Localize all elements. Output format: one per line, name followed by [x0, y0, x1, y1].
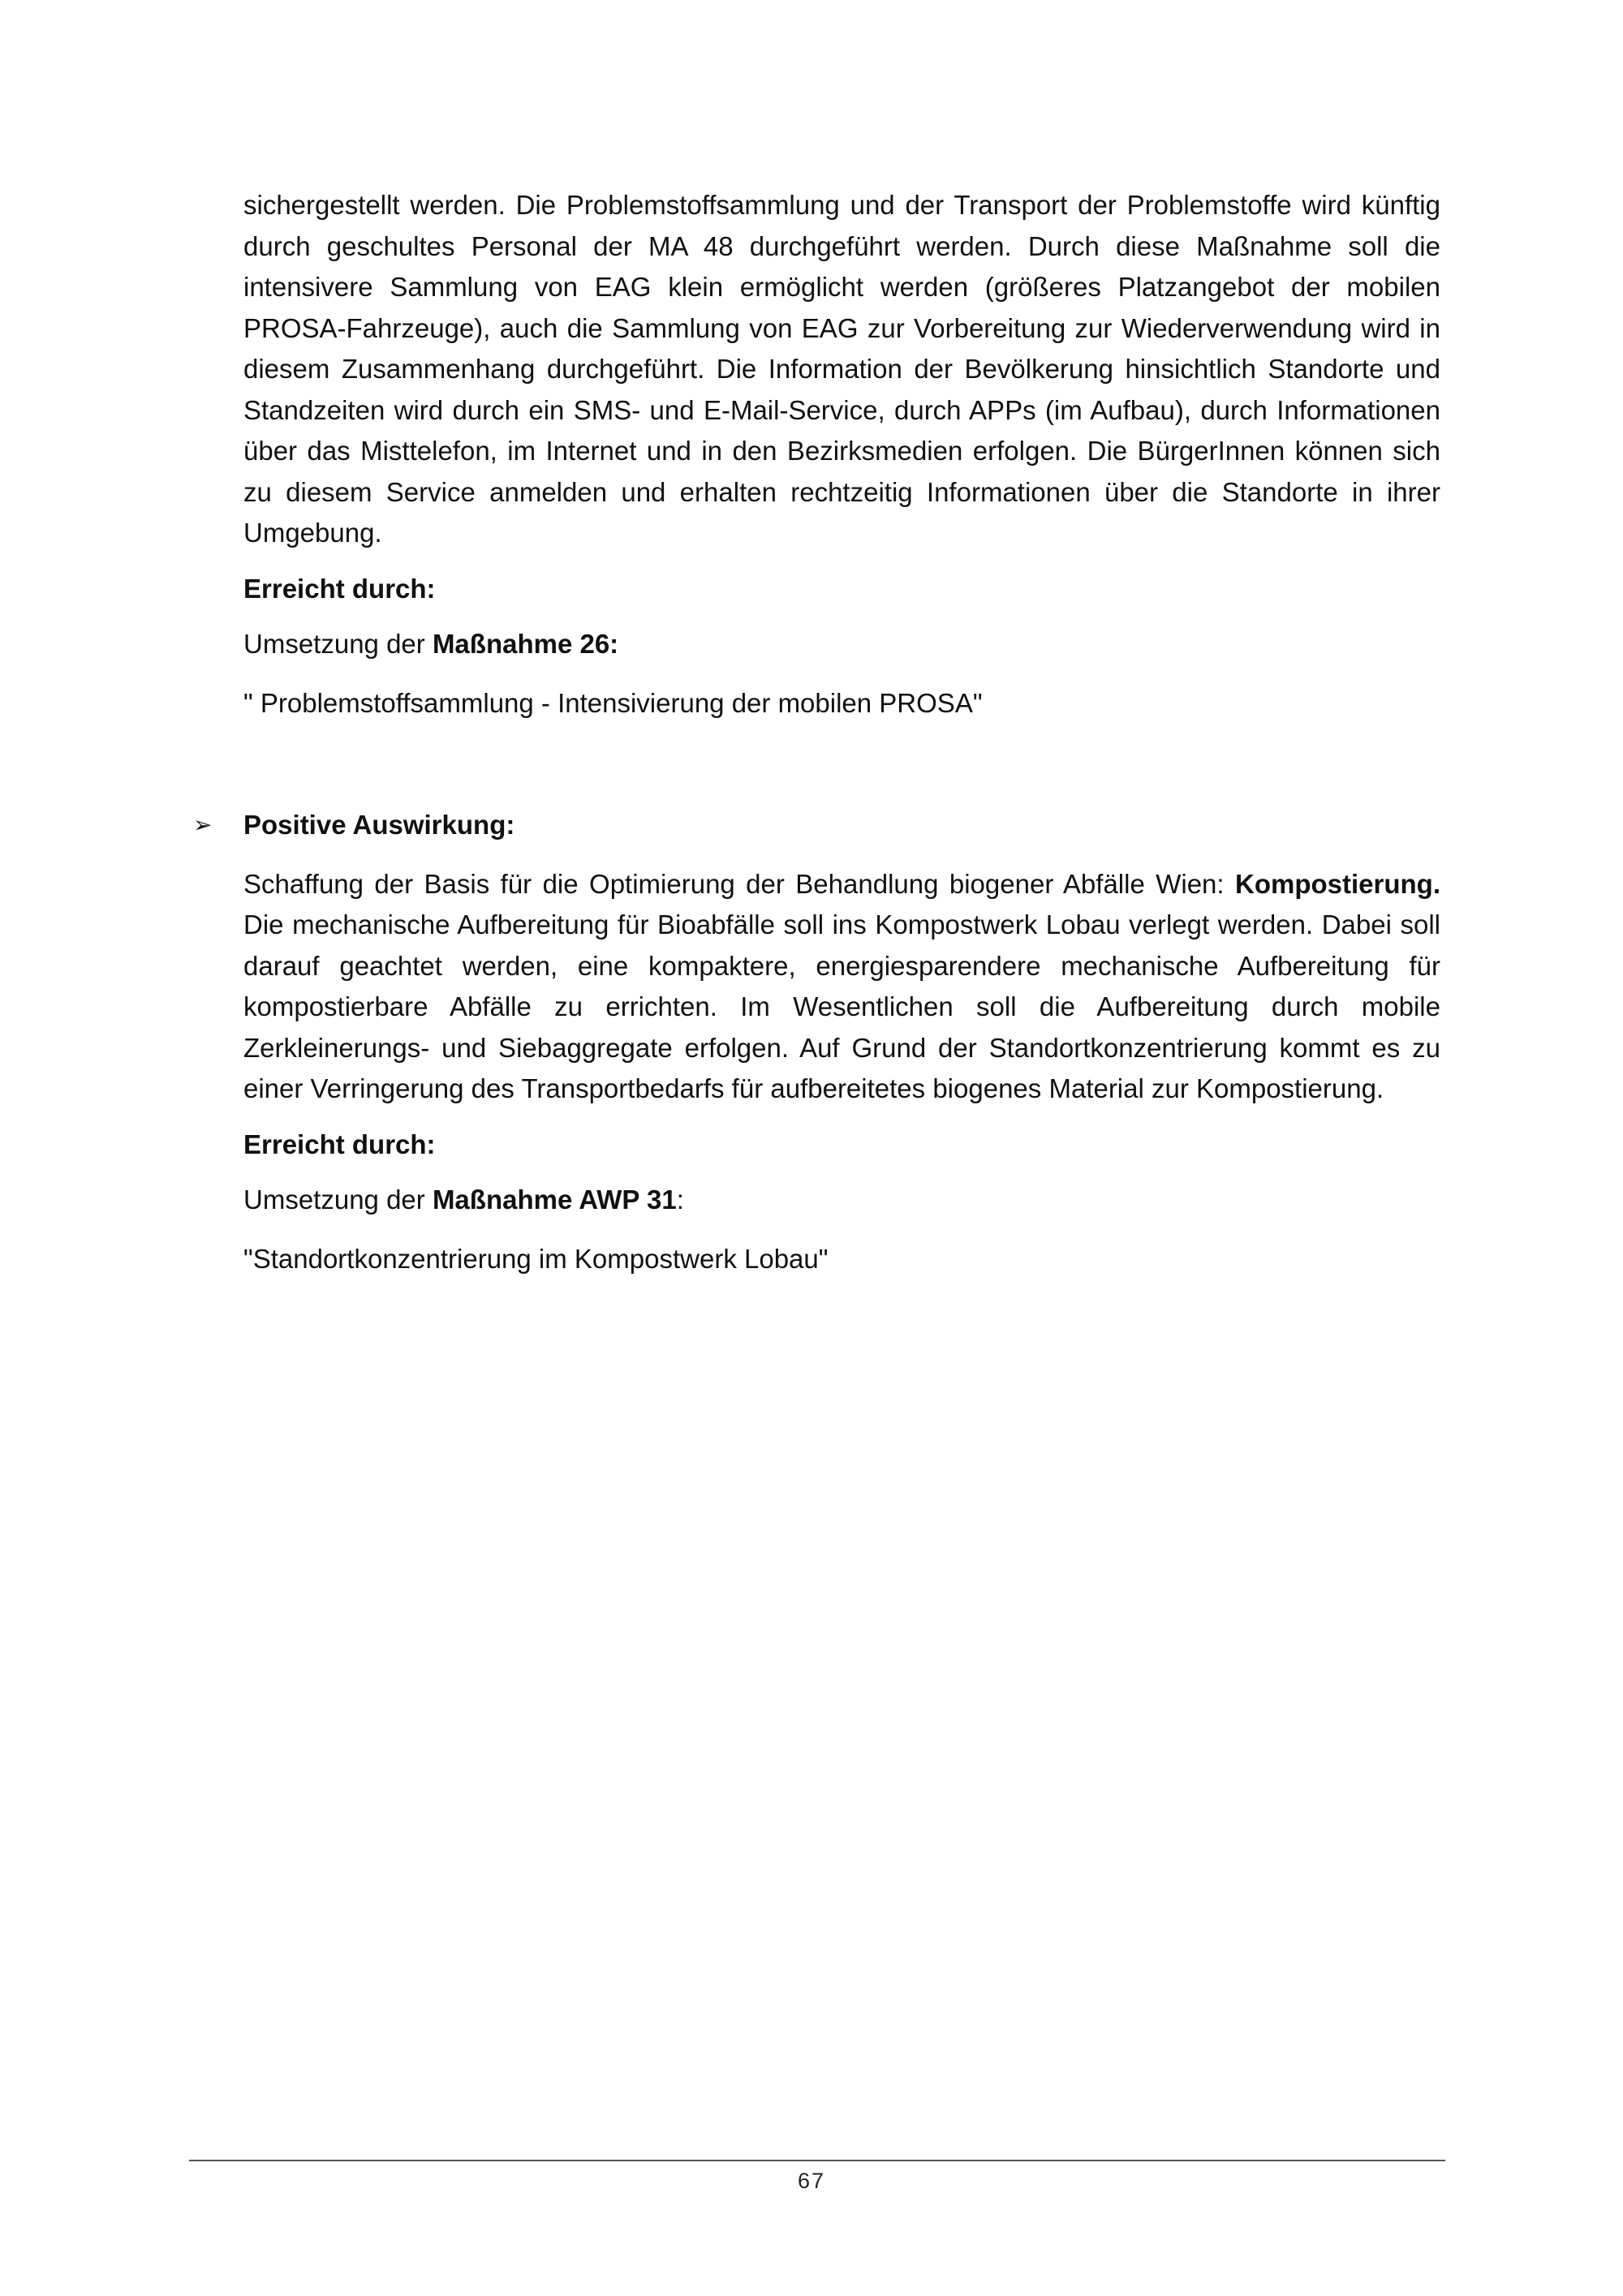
measure-reference: Maßnahme 26:: [432, 629, 619, 659]
implementation-prefix: Umsetzung der: [243, 629, 433, 659]
measure-reference: Maßnahme AWP 31: [432, 1185, 677, 1215]
paragraph-emphasis: Kompostierung.: [1235, 868, 1440, 899]
achieved-by-heading: Erreicht durch:: [243, 1129, 436, 1159]
implementation-line: [243, 624, 1440, 665]
page-content: [193, 185, 1440, 1279]
paragraph-rest: Die mechanische Aufbereitung für Bioabfälle soll ins Kompostwerk Lobau verlegt werden. Dabei soll darauf geachtet werden, eine kompaktere, energiesparendere mechanische Aufbereitung für kompostierbare Abfälle zu errichten. Im Wesentlichen soll die Aufbereitung durch mobile Zerkleinerungs- und Siebaggregate erfolgen. Auf Grund der Standortkonzentrierung kommt es zu einer Verringerung des Transportbedarfs für aufbereitetes biogenes Material zur Kompostierung.: [243, 909, 1440, 1103]
page-number: 67: [797, 2169, 826, 2193]
implementation-prefix: Umsetzung der: [243, 1185, 433, 1215]
arrow-bullet-icon: ➢: [193, 811, 213, 838]
paragraph-start: Schaffung der Basis für die Optimierung der Behandlung biogener Abfälle Wien:: [243, 868, 1235, 899]
positive-effect-heading: Positive Auswirkung:: [243, 810, 515, 840]
body-paragraph: [243, 864, 1440, 1110]
implementation-line: [243, 1180, 1440, 1221]
bullet-item-positive-effect: [193, 805, 1440, 846]
body-paragraph: sichergestellt werden. Die Problemstoffsammlung und der Transport der Problemstoffe wird künftig durch geschultes Personal der MA 48 durchgeführt werden. Durch diese Maßnahme soll die intensivere Sammlung von EAG klein ermöglicht werden (größeres Platzangebot der mobilen PROSA-Fahrzeuge), auch die Sammlung von EAG zur Vorbereitung zur Wiederverwendung wird in diesem Zusammenhang durchgeführt. Die Information der Bevölkerung hinsichtlich Standorte und Standzeiten wird durch ein SMS- und E-Mail-Service, durch APPs (im Aufbau), durch Informationen über das Misttelefon, im Internet und in den Bezirksmedien erfolgen. Die BürgerInnen können sich zu diesem Service anmelden und erhalten rechtzeitig Informationen über die Standorte in ihrer Umgebung.: [243, 190, 1440, 548]
measure-title: "Standortkonzentrierung im Kompostwerk Lobau": [243, 1243, 829, 1274]
footer-divider: [189, 2160, 1445, 2161]
measure-title: " Problemstoffsammlung - Intensivierung der mobilen PROSA": [243, 687, 983, 718]
measure-suffix: :: [676, 1185, 684, 1215]
achieved-by-heading: Erreicht durch:: [243, 573, 436, 604]
